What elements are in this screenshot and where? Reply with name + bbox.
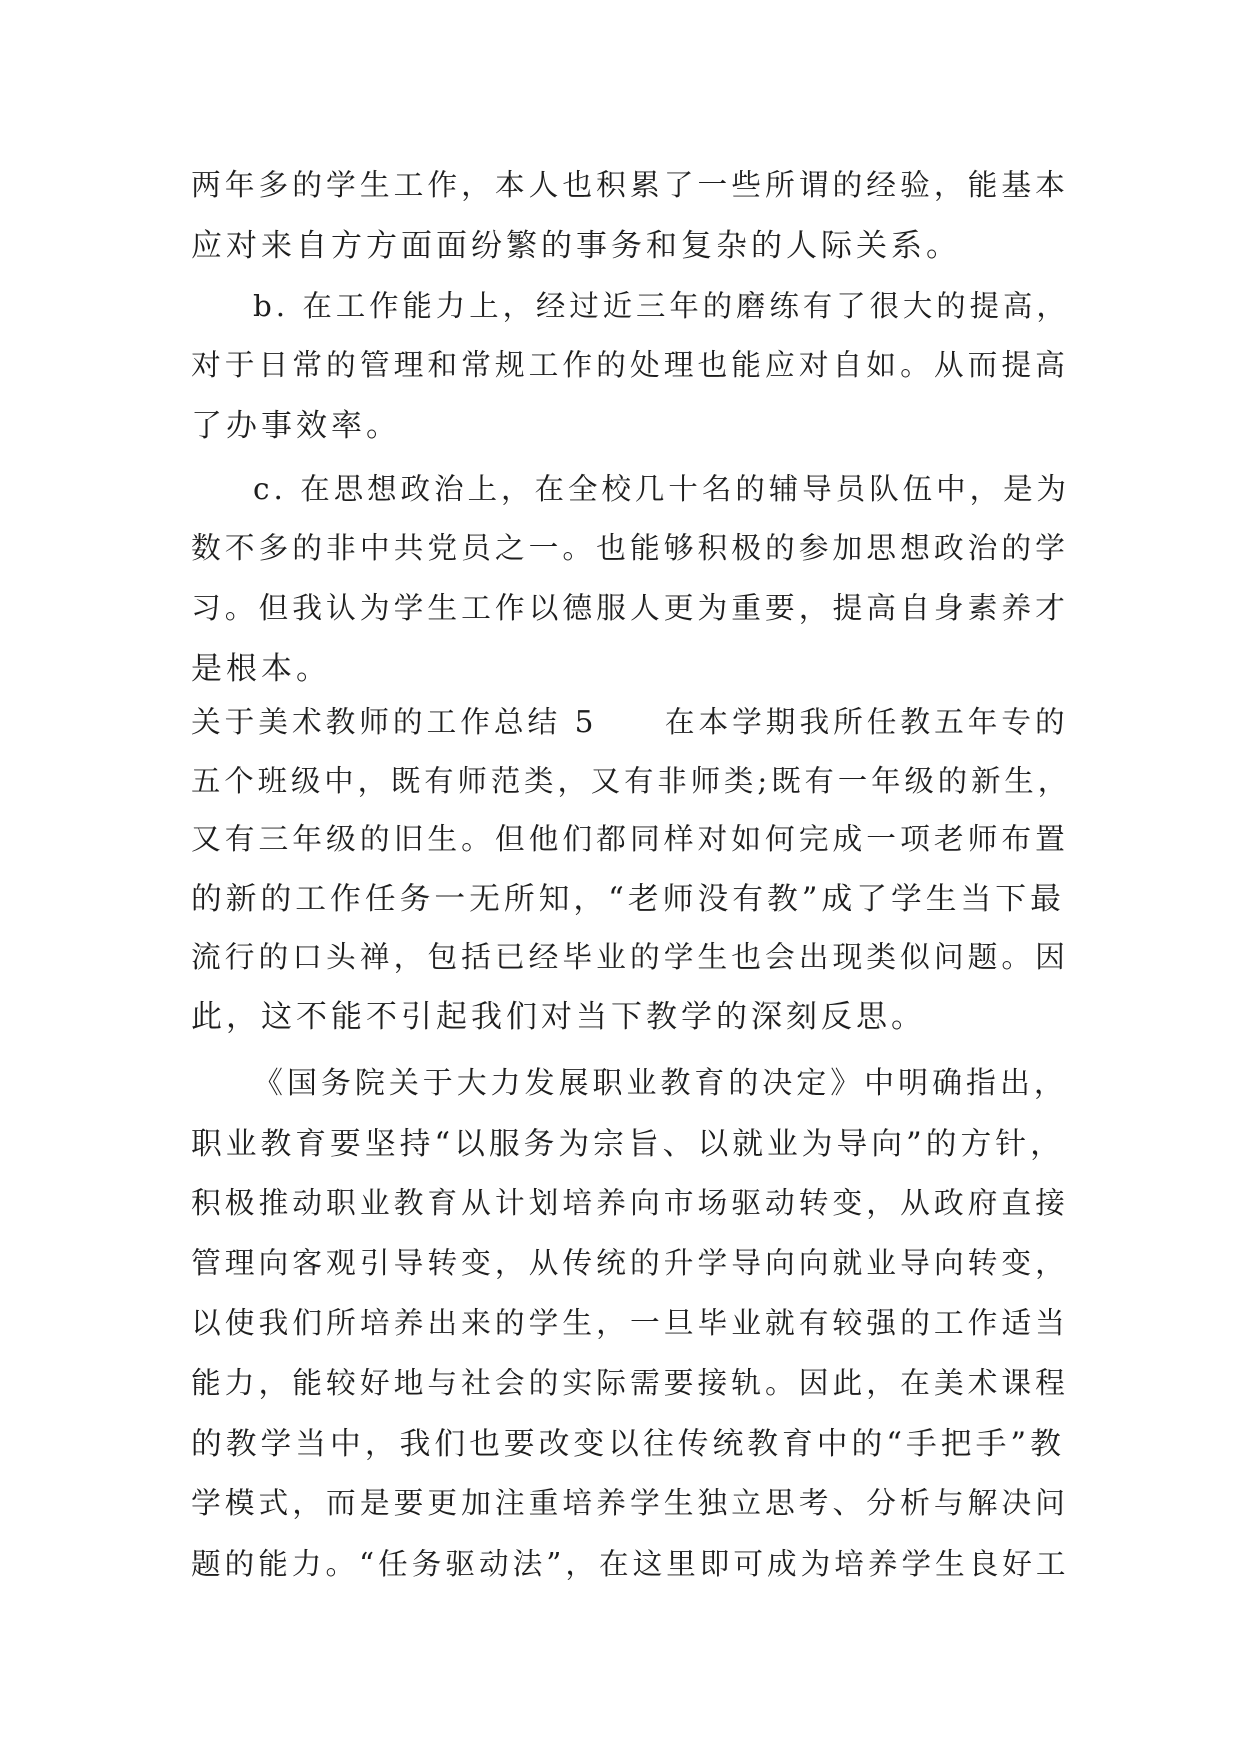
text-line-15: 此，这不能不引起我们对当下教学的深刻反思。 — [191, 999, 926, 1035]
text-line-6: c. 在思想政治上，在全校几十名的辅导员队伍中，是为 — [253, 472, 1071, 506]
text-line-20: 以使我们所培养出来的学生，一旦毕业就有较强的工作适当 — [191, 1306, 1069, 1341]
text-line-19: 管理向客观引导转变，从传统的升学导向向就业导向转变， — [191, 1246, 1069, 1281]
text-line-17: 职业教育要坚持“以服务为宗旨、以就业为导向”的方针， — [191, 1126, 1065, 1162]
text-line-22: 的教学当中，我们也要改变以往传统教育中的“手把手”教 — [191, 1426, 1065, 1462]
text-line-3: b. 在工作能力上，经过近三年的磨练有了很大的提高， — [253, 289, 1070, 323]
text-line-9: 是根本。 — [191, 651, 331, 687]
text-line-1: 两年多的学生工作，本人也积累了一些所谓的经验，能基本 — [191, 168, 1069, 203]
text-line-18: 积极推动职业教育从计划培养向市场驱动转变，从政府直接 — [191, 1186, 1069, 1221]
section-heading-line: 关于美术教师的工作总结 5 在本学期我所任教五年专的 — [191, 704, 1069, 739]
text-line-13: 的新的工作任务一无所知，“老师没有教”成了学生当下最 — [191, 881, 1065, 917]
text-line-21: 能力，能较好地与社会的实际需要接轨。因此，在美术课程 — [191, 1366, 1069, 1401]
text-line-5: 了办事效率。 — [191, 408, 401, 444]
text-line-14: 流行的口头禅，包括已经毕业的学生也会出现类似问题。因 — [191, 940, 1069, 975]
text-line-2: 应对来自方方面面纷繁的事务和复杂的人际关系。 — [191, 228, 961, 264]
text-line-16: 《国务院关于大力发展职业教育的决定》中明确指出， — [253, 1066, 1068, 1101]
text-line-8: 习。但我认为学生工作以德服人更为重要，提高自身素养才 — [191, 591, 1069, 626]
text-line-12: 又有三年级的旧生。但他们都同样对如何完成一项老师布置 — [191, 822, 1069, 857]
text-line-24: 题的能力。“任务驱动法”，在这里即可成为培养学生良好工 — [191, 1547, 1070, 1581]
text-line-11: 五个班级中，既有师范类，又有非师类;既有一年级的新生， — [191, 764, 1072, 798]
text-line-4: 对于日常的管理和常规工作的处理也能应对自如。从而提高 — [191, 348, 1069, 383]
text-line-7: 数不多的非中共党员之一。也能够积极的参加思想政治的学 — [191, 531, 1069, 566]
text-line-23: 学模式，而是要更加注重培养学生独立思考、分析与解决问 — [191, 1486, 1069, 1521]
